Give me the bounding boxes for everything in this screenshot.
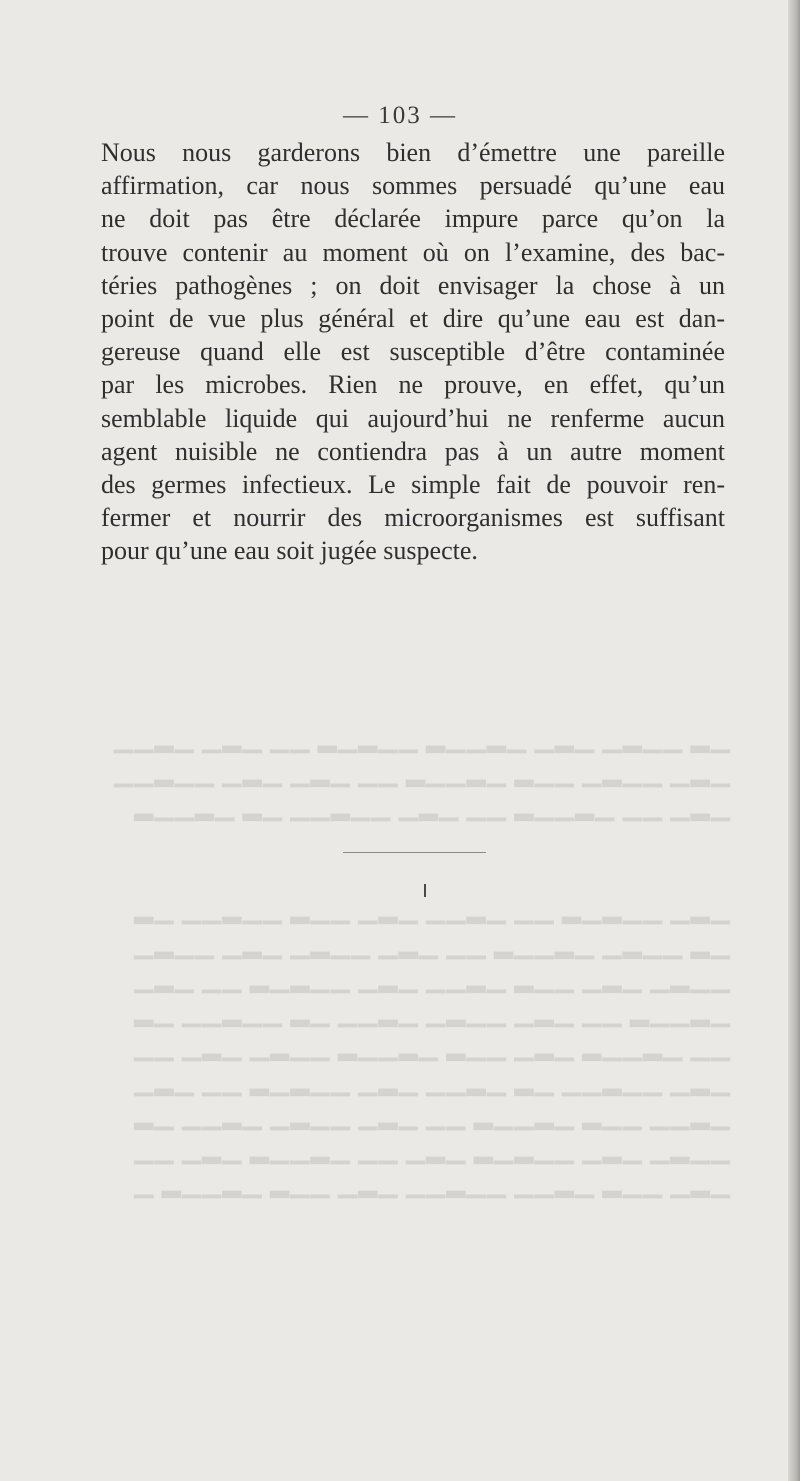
text-line: fermer et nourrir des microorganismes est suffisant [101, 503, 725, 533]
text-line: par les microbes. Rien ne prouve, en effet, qu’un [101, 370, 725, 400]
text-line: ne doit pas être déclarée impure parce qu’on la [101, 204, 725, 234]
text-line: affirmation, car nous sommes persuadé qu’une eau [101, 171, 725, 201]
bleed-through-decoration: ▁▂▁ ▁▁▂▁ ▁▁▂ ▁▂▁▁▂ ▁▁ ▁▂▁ ▁▂▁ ▁▁▂▁▁ [112, 760, 730, 787]
bleed-through-decoration: ▁▁▂▁ ▁▂▁ ▁▁▂▁▂ ▁▂▁ ▁▁ ▁▂▁▁▂ ▁▂▁ ▁▁ [133, 1137, 730, 1164]
text-line: agent nuisible ne contiendra pas à un autre moment [101, 436, 725, 466]
bleed-through-decoration: ▁▂ ▁▁▂▁ ▁▂▁ ▁▂▁▁▂ ▁▁▂▁▂ ▁▁ ▁▂▁ ▁▂▁▁ [112, 726, 730, 753]
ink-speck [424, 884, 426, 897]
text-line: semblable liquide qui aujourd’hui ne renferme aucun [101, 403, 725, 433]
bleed-through-decoration: ▁▂▁▁▂ ▁▁ ▁▂▁ ▁▁▂▁ ▁▂▁▁ ▁▂ ▁▁▂▁▁ ▁▂ [133, 1000, 730, 1027]
text-line: trouve contenir au moment où on l’examine, des bac- [101, 237, 725, 267]
bleed-through-decoration: ▁▂▁ ▁▁▂ ▁▂▁▁ ▁▁▂▁▁ ▁▂▁ ▁▁▂ ▁▂▁▁▂ ▁ [133, 1171, 730, 1198]
section-rule [343, 852, 486, 853]
bleed-through-decoration: ▁▂▁ ▁▁▂▁▂ ▁▁ ▁▂▁▁ ▁▂▁ ▁▁▂ ▁▁▂▁▁ ▁▂ [133, 897, 730, 924]
bleed-through-decoration: ▁▂▁ ▁▁▂▁▁ ▁▂ ▁▂▁▁ ▁▂▁ ▁▁▂▁▂ ▁▁ ▁▂▁ [133, 1069, 730, 1096]
text-line: téries pathogènes ; on doit envisager la chose à un [101, 270, 725, 300]
bleed-through-decoration: ▁▂▁▁ ▁▁▂ ▁▂▁▁▂ ▁▁ ▁▂▁ ▁▁▂▁ ▁▂▁▁ ▁▂ [133, 1103, 730, 1130]
text-line: Nous nous garderons bien d’émettre une pareille [101, 138, 725, 167]
body-paragraph [101, 136, 725, 568]
bleed-through-decoration: ▁▁ ▁▂▁▁▂ ▁▂▁ ▁▁▂ ▁▂▁▁▂ ▁▁▂▁ ▁▂▁ ▁▁ [133, 1034, 730, 1061]
page-number: — 103 — [343, 102, 457, 129]
text-line: des germes infectieux. Le simple fait de pouvoir ren- [101, 470, 725, 500]
text-line: pour qu’une eau soit jugée suspecte. [101, 536, 478, 566]
bleed-through-decoration: ▁▁▂▁ ▁▂▁ ▁▁▂ ▁▂▁▁ ▁▂▁ ▁▁▂▁▂ ▁▁ ▁▂▁ [133, 966, 730, 993]
text-line: gereuse quand elle est susceptible d’être contaminée [101, 337, 725, 367]
bleed-through-decoration: ▁▂ ▁▁▂▁ ▁▂▁▁▂ ▁▁ ▁▂▁ ▁▁▂▁ ▁▂▁ ▁▁▂▁ [133, 932, 730, 959]
bleed-through-decoration: ▁▂▁ ▁▁ ▁▂▁▁▂ ▁▁ ▁▂▁ ▁▁▂▁▁ ▁▂ ▁▂▁▁▂ [133, 794, 730, 821]
text-line: point de vue plus général et dire qu’une eau est dan- [101, 304, 725, 334]
page-edge [788, 0, 800, 1481]
